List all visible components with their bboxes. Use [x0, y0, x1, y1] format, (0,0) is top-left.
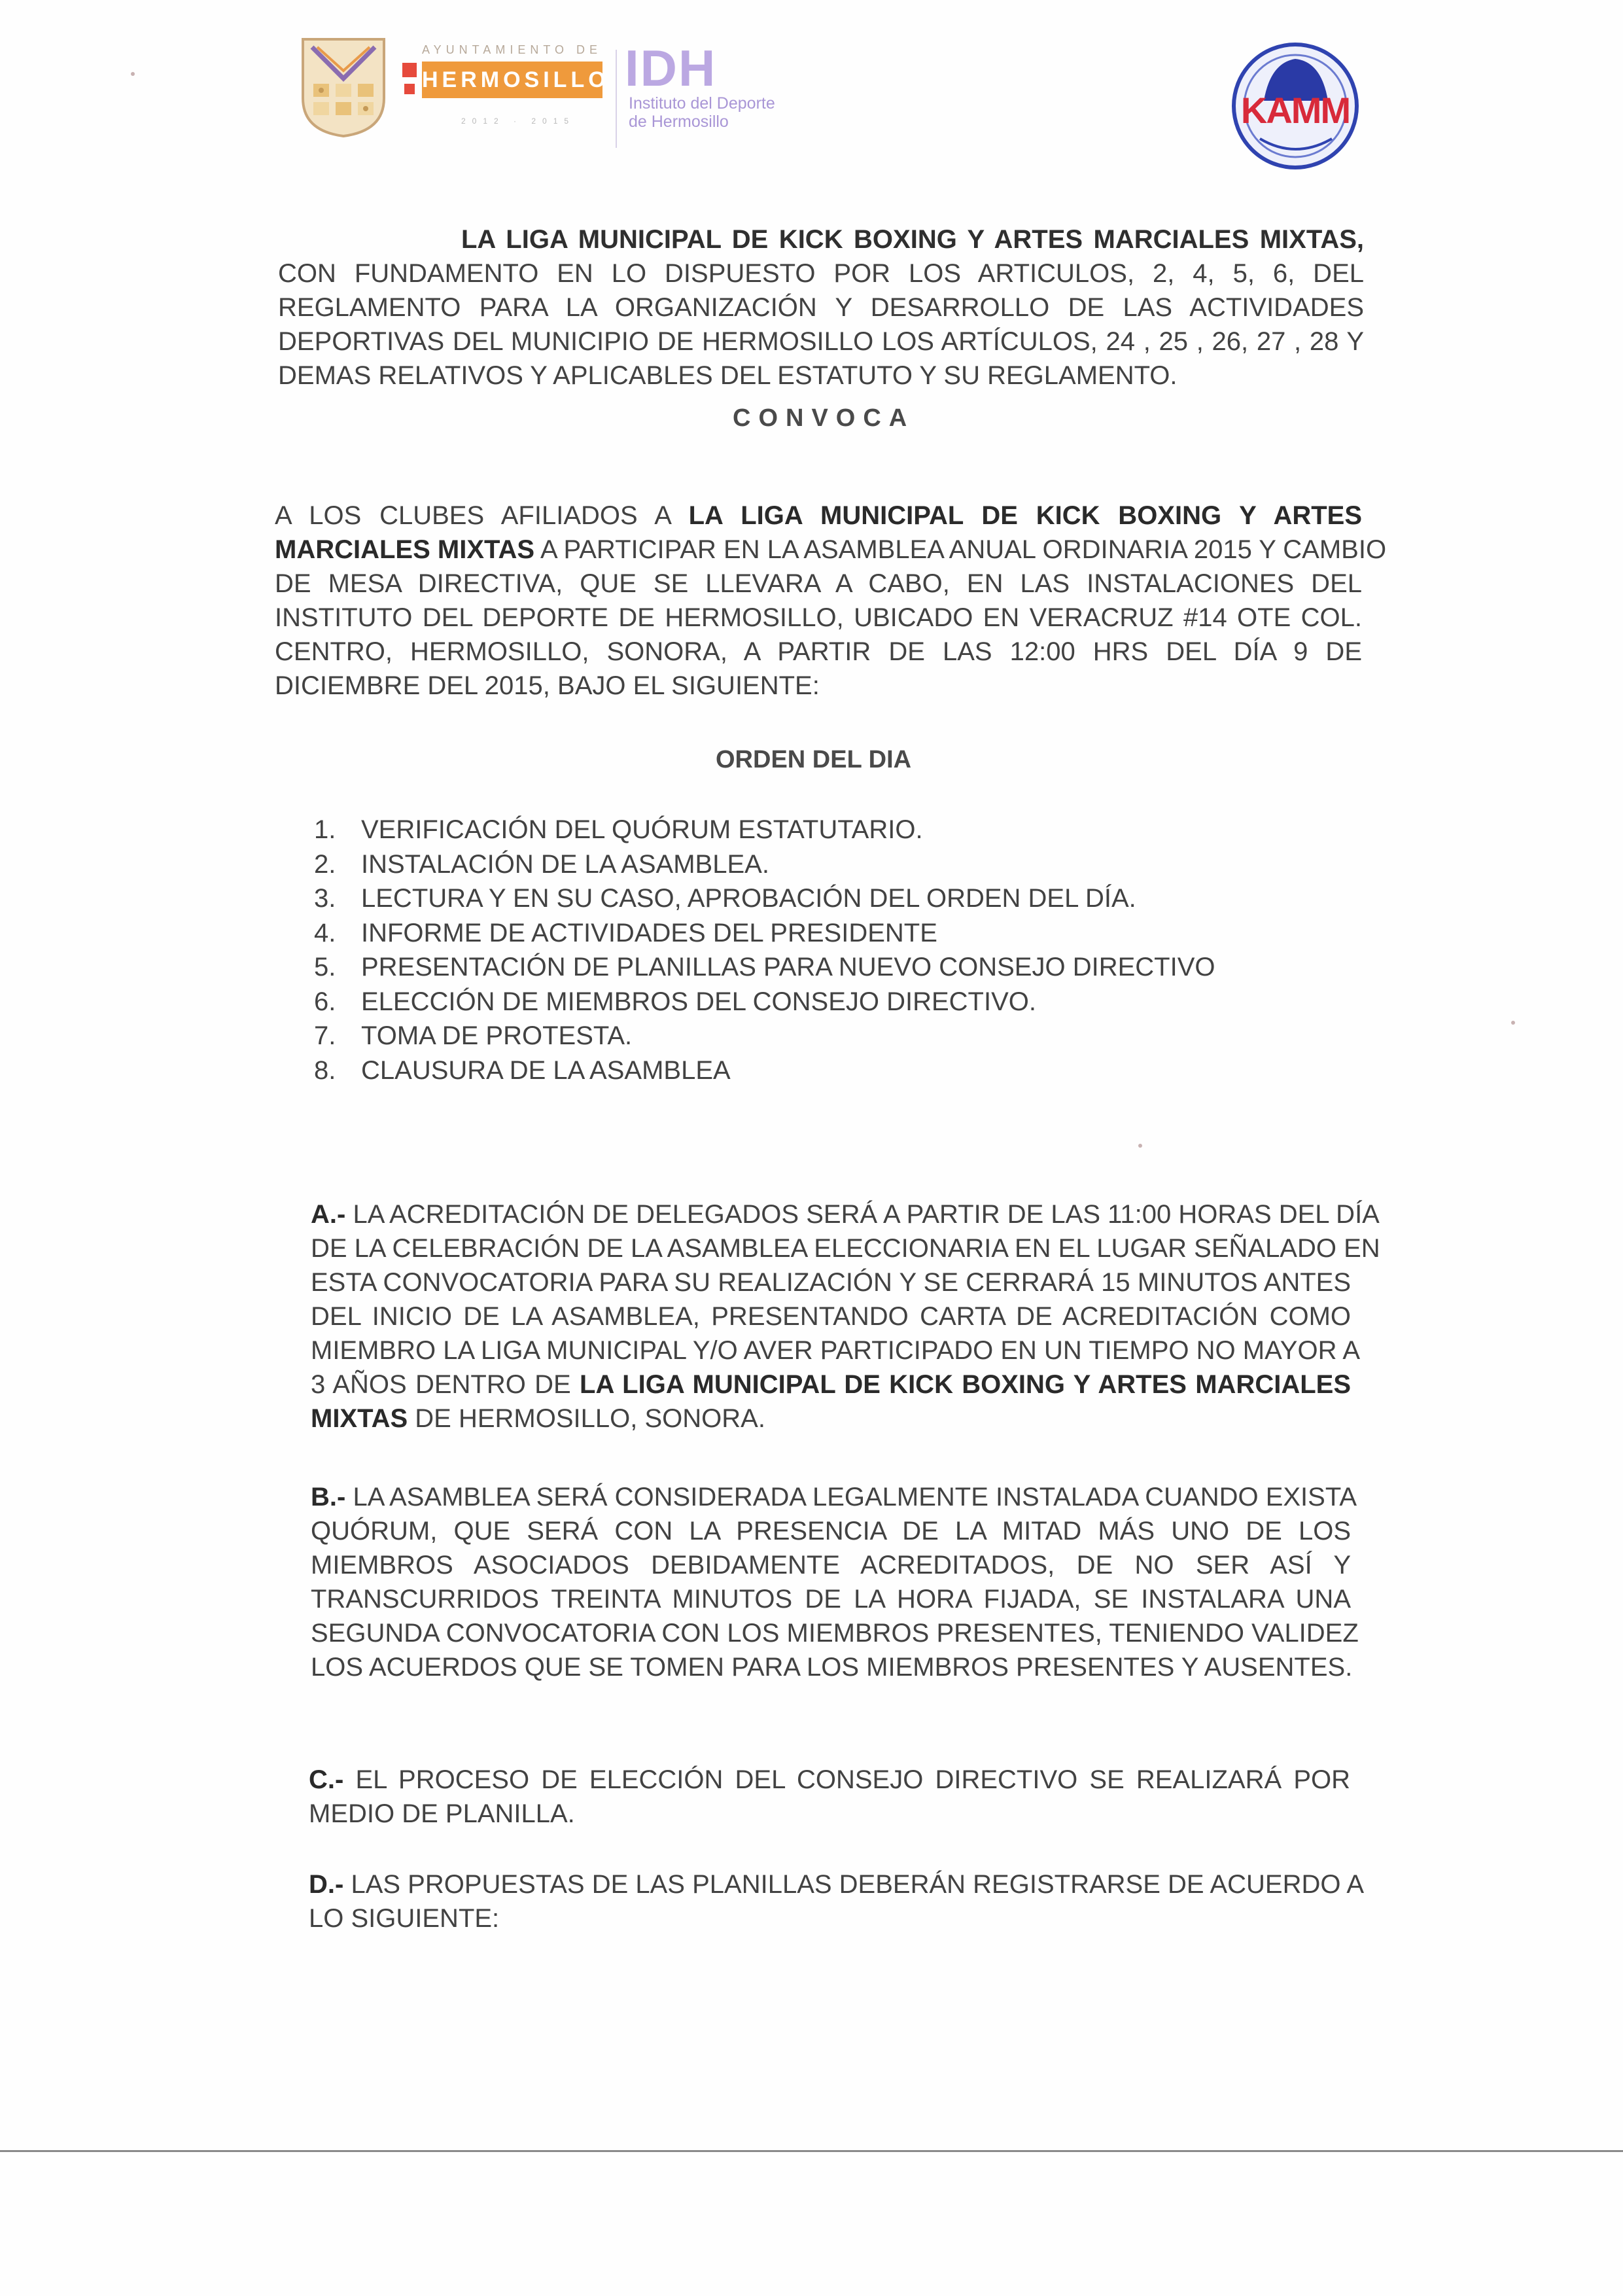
section-label: C.-	[309, 1765, 344, 1794]
list-item-text: CLAUSURA DE LA ASAMBLEA	[361, 1055, 731, 1085]
list-item-number: 2.	[314, 849, 336, 879]
hermosillo-square-icon	[402, 63, 417, 77]
convocatoria-line	[275, 499, 1362, 533]
list-item-number: 5.	[314, 953, 336, 981]
list-item	[314, 847, 1215, 882]
section-text: EL PROCESO DE ELECCIÓN DEL CONSEJO DIRECTIVO SE REALIZARÁ POR	[343, 1765, 1350, 1794]
list-item	[314, 916, 1215, 951]
convocatoria-paragraph	[275, 499, 1387, 703]
orden-del-dia-list	[314, 813, 1215, 1087]
section-line: LO SIGUIENTE:	[309, 1904, 500, 1933]
convoca-heading: CONVOCA	[733, 404, 915, 432]
scan-speck	[1138, 1144, 1142, 1148]
section-c-paragraph	[309, 1763, 1350, 1831]
section-line: MEDIO DE PLANILLA.	[309, 1799, 575, 1828]
list-item	[314, 1019, 1215, 1053]
hermosillo-idh-logo	[298, 33, 834, 144]
list-item-text: PRESENTACIÓN DE PLANILLAS PARA NUEVO CONSEJO DIRECTIVO	[361, 953, 1215, 981]
section-line	[311, 1197, 1380, 1231]
section-text: LA ASAMBLEA SERÁ CONSIDERADA LEGALMENTE INSTALADA CUANDO EXISTA	[345, 1483, 1357, 1511]
section-d-paragraph	[309, 1867, 1365, 1935]
section-line	[309, 1867, 1365, 1901]
list-item-number: 1.	[314, 815, 336, 844]
section-text: 3 AÑOS DENTRO DE	[311, 1370, 580, 1399]
section-line: SEGUNDA CONVOCATORIA CON LOS MIEMBROS PRESENTES, TENIENDO VALIDEZ	[311, 1619, 1359, 1648]
kamm-seal-logo	[1230, 41, 1361, 171]
section-line: DEL INICIO DE LA ASAMBLEA, PRESENTANDO CARTA DE ACREDITACIÓN COMO	[311, 1302, 1351, 1331]
convocatoria-line: DE MESA DIRECTIVA, QUE SE LLEVARA A CABO, EN LAS INSTALACIONES DEL	[275, 569, 1362, 598]
convocatoria-line: DICIEMBRE DEL 2015, BAJO EL SIGUIENTE:	[275, 671, 820, 700]
section-label: D.-	[309, 1870, 344, 1899]
intro-line: CON FUNDAMENTO EN LO DISPUESTO POR LOS ARTICULOS, 2, 4, 5, 6, DEL	[278, 259, 1364, 288]
convocatoria-text: A PARTICIPAR EN LA ASAMBLEA ANUAL ORDINARIA 2015 Y CAMBIO	[534, 535, 1387, 564]
idh-subtitle-line1: Instituto del Deporte	[629, 94, 775, 113]
list-item	[314, 813, 1215, 847]
list-item-number: 8.	[314, 1055, 336, 1085]
section-line: QUÓRUM, QUE SERÁ CON LA PRESENCIA DE LA MITAD MÁS UNO DE LOS	[311, 1517, 1351, 1545]
idh-title: IDH	[625, 39, 717, 97]
hermosillo-crest-icon	[298, 33, 389, 137]
hermosillo-years: 2012 · 2015	[461, 116, 576, 126]
section-text: LA ACREDITACIÓN DE DELEGADOS SERÁ A PARTIR DE LAS 11:00 HORAS DEL DÍA	[345, 1200, 1380, 1229]
section-label: A.-	[311, 1200, 346, 1229]
liga-name-bold: LA LIGA MUNICIPAL DE KICK BOXING Y ARTES	[688, 501, 1363, 530]
intro-line: DEPORTIVAS DEL MUNICIPIO DE HERMOSILLO LOS ARTÍCULOS, 24 , 25 , 26, 27 , 28 Y	[278, 327, 1364, 356]
section-line	[309, 1763, 1350, 1797]
list-item-text: INSTALACIÓN DE LA ASAMBLEA.	[361, 849, 769, 879]
list-item	[314, 881, 1215, 916]
convocatoria-line: CENTRO, HERMOSILLO, SONORA, A PARTIR DE LAS 12:00 HRS DEL DÍA 9 DE	[275, 637, 1362, 666]
section-text: DE HERMOSILLO, SONORA.	[408, 1404, 765, 1433]
logo-divider	[616, 50, 617, 148]
scan-speck	[1511, 1021, 1515, 1025]
list-item-text: ELECCIÓN DE MIEMBROS DEL CONSEJO DIRECTIVO.	[361, 987, 1037, 1016]
list-item-text: INFORME DE ACTIVIDADES DEL PRESIDENTE	[361, 918, 937, 947]
intro-line: REGLAMENTO PARA LA ORGANIZACIÓN Y DESARROLLO DE LAS ACTIVIDADES	[278, 293, 1364, 322]
convocatoria-line	[275, 533, 1387, 567]
convocatoria-text: A LOS CLUBES AFILIADOS A	[275, 501, 689, 530]
idh-subtitle-line2: de Hermosillo	[629, 113, 729, 131]
list-item-number: 6.	[314, 987, 336, 1016]
orden-del-dia-heading: ORDEN DEL DIA	[716, 746, 912, 773]
section-a-paragraph	[311, 1197, 1380, 1436]
list-item-number: 4.	[314, 918, 336, 947]
scan-speck	[131, 72, 135, 76]
kamm-label: KAMM	[1240, 90, 1350, 131]
list-item-number: 3.	[314, 884, 336, 913]
section-label: B.-	[311, 1483, 346, 1511]
list-item-text: VERIFICACIÓN DEL QUÓRUM ESTATUTARIO.	[361, 815, 923, 844]
section-line: ESTA CONVOCATORIA PARA SU REALIZACIÓN Y SE CERRARÁ 15 MINUTOS ANTES	[311, 1268, 1351, 1297]
section-line	[311, 1368, 1351, 1402]
section-line	[311, 1480, 1357, 1514]
hermosillo-ayuntamiento-text: AYUNTAMIENTO DE	[422, 43, 602, 56]
section-line: TRANSCURRIDOS TREINTA MINUTOS DE LA HORA FIJADA, SE INSTALARA UNA	[311, 1585, 1351, 1614]
section-line: LOS ACUERDOS QUE SE TOMEN PARA LOS MIEMBROS PRESENTES Y AUSENTES.	[311, 1653, 1353, 1682]
section-line	[311, 1402, 1351, 1436]
list-item-text: LECTURA Y EN SU CASO, APROBACIÓN DEL ORDEN DEL DÍA.	[361, 884, 1136, 913]
list-item	[314, 1053, 1215, 1088]
liga-name-bold: MARCIALES MIXTAS	[275, 535, 535, 564]
section-line: DE LA CELEBRACIÓN DE LA ASAMBLEA ELECCIONARIA EN EL LUGAR SEÑALADO EN	[311, 1234, 1380, 1263]
intro-paragraph	[278, 222, 1364, 393]
list-item-text: TOMA DE PROTESTA.	[361, 1021, 633, 1050]
section-text: LAS PROPUESTAS DE LAS PLANILLAS DEBERÁN REGISTRARSE DE ACUERDO A	[343, 1870, 1365, 1899]
convocatoria-line: INSTITUTO DEL DEPORTE DE HERMOSILLO, UBICADO EN VERACRUZ #14 OTE COL.	[275, 603, 1362, 632]
section-b-paragraph	[311, 1480, 1359, 1684]
page-bottom-rule	[0, 2150, 1623, 2152]
list-item	[314, 985, 1215, 1019]
liga-name-bold: MIXTAS	[311, 1404, 408, 1433]
liga-name-bold: LA LIGA MUNICIPAL DE KICK BOXING Y ARTES MARCIALES	[580, 1370, 1352, 1399]
section-line: MIEMBRO LA LIGA MUNICIPAL Y/O AVER PARTICIPADO EN UN TIEMPO NO MAYOR A	[311, 1336, 1361, 1365]
hermosillo-name-banner: HERMOSILLO	[422, 62, 602, 98]
hermosillo-square-icon	[404, 84, 415, 94]
intro-line: LA LIGA MUNICIPAL DE KICK BOXING Y ARTES MARCIALES MIXTAS,	[461, 225, 1364, 254]
intro-line: DEMAS RELATIVOS Y APLICABLES DEL ESTATUTO Y SU REGLAMENTO.	[278, 361, 1178, 390]
section-line: MIEMBROS ASOCIADOS DEBIDAMENTE ACREDITADOS, DE NO SER ASÍ Y	[311, 1551, 1351, 1580]
list-item	[314, 950, 1215, 985]
list-item-number: 7.	[314, 1021, 336, 1050]
